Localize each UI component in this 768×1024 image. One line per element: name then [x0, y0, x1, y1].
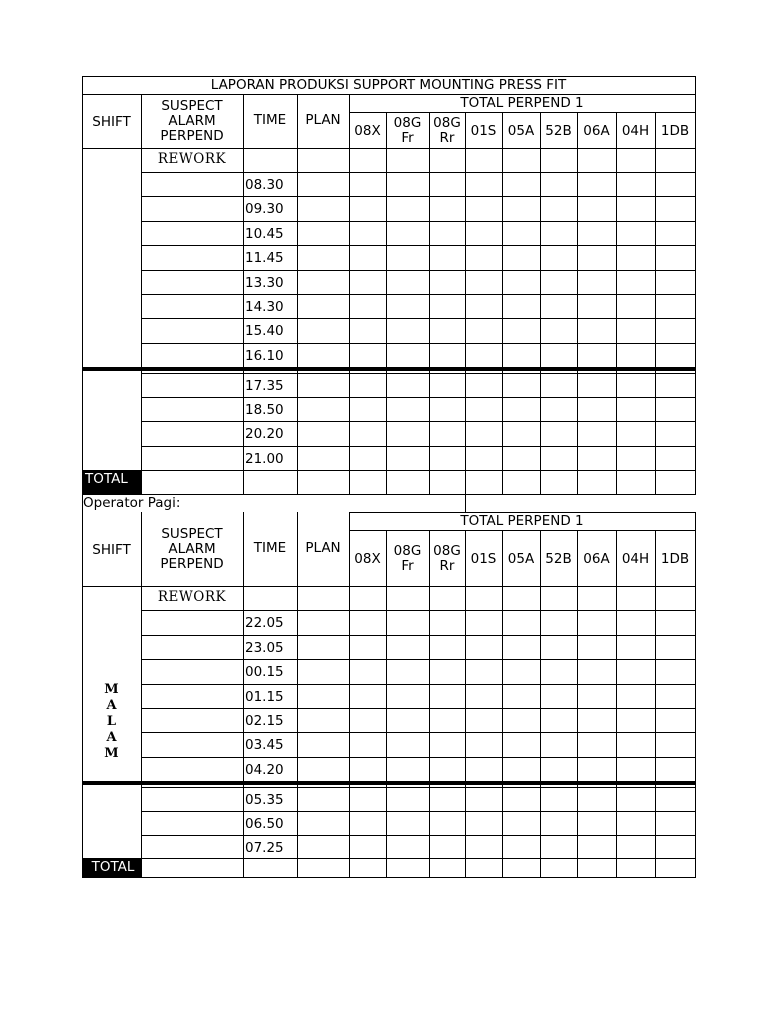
title-bottom-line	[82, 94, 696, 95]
grid-line-v	[616, 112, 617, 495]
table1-time-10.45: 10.45	[245, 226, 284, 242]
header-suspect-alarm-perpend: PERPEND	[160, 127, 224, 144]
grid-line-v	[297, 94, 298, 495]
table1-time-21.00: 21.00	[245, 451, 284, 467]
row-line	[141, 708, 696, 709]
header-part-01s: 01S	[470, 550, 497, 567]
row-line	[141, 787, 696, 788]
shift-malam-letter: L	[106, 714, 117, 729]
table1-time-08.30: 08.30	[245, 177, 284, 193]
row-line	[141, 421, 696, 422]
total-row-top-line	[82, 470, 696, 471]
row-line	[141, 684, 696, 685]
total-row-bottom-line	[82, 877, 696, 878]
header-part-52b: 52B	[545, 122, 572, 139]
row-line	[141, 294, 696, 295]
report-title: LAPORAN PRODUKSI SUPPORT MOUNTING PRESS FIT	[210, 77, 567, 93]
header-part-04h: 04H	[621, 122, 650, 139]
row-line	[141, 343, 696, 344]
table1-time-16.10: 16.10	[245, 348, 284, 364]
table2-time-00.15: 00.15	[245, 664, 284, 680]
grid-line-v	[502, 112, 503, 495]
table2-time-01.15: 01.15	[245, 689, 284, 705]
header-suspect-alarm-perpend: SUSPECT	[161, 525, 223, 542]
shift-malam-letter: A	[106, 730, 117, 745]
grid-line-v	[577, 112, 578, 495]
header-part-08g-fr: 08G	[393, 543, 422, 559]
row-line	[141, 196, 696, 197]
table2-time-02.15: 02.15	[245, 713, 284, 729]
table2-time-22.05: 22.05	[245, 615, 284, 631]
header-part-01s: 01S	[470, 122, 497, 139]
row-line	[141, 373, 696, 374]
header-suspect-alarm-perpend: SUSPECT	[161, 97, 223, 114]
shift-malam-letter: M	[104, 682, 119, 697]
header-part-08x: 08X	[354, 122, 381, 139]
shift-malam-letter: A	[106, 698, 117, 713]
grid-line-v	[243, 94, 244, 495]
header-part-08g-fr: 08G	[393, 115, 422, 131]
row-line	[141, 221, 696, 222]
grid-line-v	[655, 530, 656, 878]
shift-divider-thick-line	[82, 367, 696, 371]
operator-pagi-label: Operator Pagi:	[83, 495, 181, 511]
title-top-line	[82, 76, 696, 77]
grid-line-v	[386, 530, 387, 878]
grid-line-v	[349, 512, 350, 878]
header-part-08g-rr: 08G	[433, 115, 461, 131]
header-suspect-alarm-perpend: PERPEND	[160, 555, 224, 572]
total-row-top-line	[82, 858, 696, 859]
header-time: TIME	[253, 540, 287, 556]
table2-time-06.50: 06.50	[245, 816, 284, 832]
group-header-bottom-line	[349, 112, 696, 113]
grid-line-v	[655, 112, 656, 495]
header-plan: PLAN	[305, 540, 341, 556]
table2-time-23.05: 23.05	[245, 640, 284, 656]
row-line	[141, 586, 696, 587]
shift-divider-thick-line	[82, 781, 696, 785]
header-part-08g-fr: Fr	[401, 558, 414, 574]
row-line	[141, 811, 696, 812]
total-label: TOTAL	[82, 470, 141, 495]
table1-time-18.50: 18.50	[245, 402, 284, 418]
grid-line-v	[577, 530, 578, 878]
header-part-52b: 52B	[545, 550, 572, 567]
grid-line-v	[141, 94, 142, 495]
row-line	[141, 659, 696, 660]
table1-time-11.45: 11.45	[245, 250, 284, 266]
header-part-08x: 08X	[354, 550, 381, 567]
header-part-1db: 1DB	[660, 122, 690, 139]
header-part-04h: 04H	[621, 550, 650, 567]
header-suspect-alarm-perpend: ALARM	[168, 540, 216, 557]
grid-line-v	[349, 94, 350, 495]
table1-time-09.30: 09.30	[245, 201, 284, 217]
grid-line-v	[540, 530, 541, 878]
grid-line-v	[465, 112, 466, 495]
grid-line-v	[297, 512, 298, 878]
header-part-05a: 05A	[507, 122, 535, 139]
table1-time-20.20: 20.20	[245, 426, 284, 442]
header-part-08g-fr: Fr	[401, 130, 414, 146]
header-part-06a: 06A	[583, 550, 610, 567]
row-line	[141, 446, 696, 447]
grid-line-v	[465, 530, 466, 878]
header-shift: SHIFT	[92, 542, 131, 558]
header-part-08g-rr: Rr	[439, 558, 455, 574]
table1-time-15.40: 15.40	[245, 323, 284, 339]
table1-time-13.30: 13.30	[245, 275, 284, 291]
row-line	[141, 148, 696, 149]
group-header-total-perpend: TOTAL PERPEND 1	[460, 95, 584, 111]
rework-label: REWORK	[157, 589, 227, 605]
grid-line-v	[386, 112, 387, 495]
rework-label: REWORK	[157, 151, 227, 167]
shift-malam-letter: M	[104, 746, 119, 761]
row-line	[141, 172, 696, 173]
grid-line-left	[82, 76, 83, 495]
header-part-06a: 06A	[583, 122, 610, 139]
grid-line-v	[502, 530, 503, 878]
header-part-1db: 1DB	[660, 550, 690, 567]
table2-time-07.25: 07.25	[245, 840, 284, 856]
header-part-05a: 05A	[507, 550, 535, 567]
row-line	[141, 635, 696, 636]
grid-line-v	[243, 512, 244, 878]
header-suspect-alarm-perpend: ALARM	[168, 112, 216, 129]
grid-line-v	[429, 112, 430, 495]
row-line	[141, 835, 696, 836]
row-line	[141, 397, 696, 398]
grid-line-v	[465, 494, 466, 513]
table2-time-05.35: 05.35	[245, 792, 284, 808]
row-line	[141, 732, 696, 733]
group-header-bottom-line	[349, 530, 696, 531]
row-line	[141, 318, 696, 319]
grid-line-right	[695, 76, 696, 495]
grid-line-v	[141, 512, 142, 878]
grid-line-v	[540, 112, 541, 495]
grid-line-right	[695, 512, 696, 878]
grid-line-left	[82, 494, 83, 513]
row-line	[141, 610, 696, 611]
row-line	[141, 757, 696, 758]
table2-time-04.20: 04.20	[245, 762, 284, 778]
table1-time-14.30: 14.30	[245, 299, 284, 315]
header-part-08g-rr: 08G	[433, 543, 461, 559]
header-plan: PLAN	[305, 112, 341, 128]
total-label: TOTAL	[82, 858, 141, 878]
row-line	[141, 245, 696, 246]
group-header-total-perpend: TOTAL PERPEND 1	[460, 513, 584, 529]
row-line	[141, 270, 696, 271]
header-time: TIME	[253, 112, 287, 128]
header-shift: SHIFT	[92, 114, 131, 130]
table1-time-17.35: 17.35	[245, 378, 284, 394]
table2-time-03.45: 03.45	[245, 737, 284, 753]
header-part-08g-rr: Rr	[439, 130, 455, 146]
grid-line-v	[616, 530, 617, 878]
grid-line-v	[429, 530, 430, 878]
